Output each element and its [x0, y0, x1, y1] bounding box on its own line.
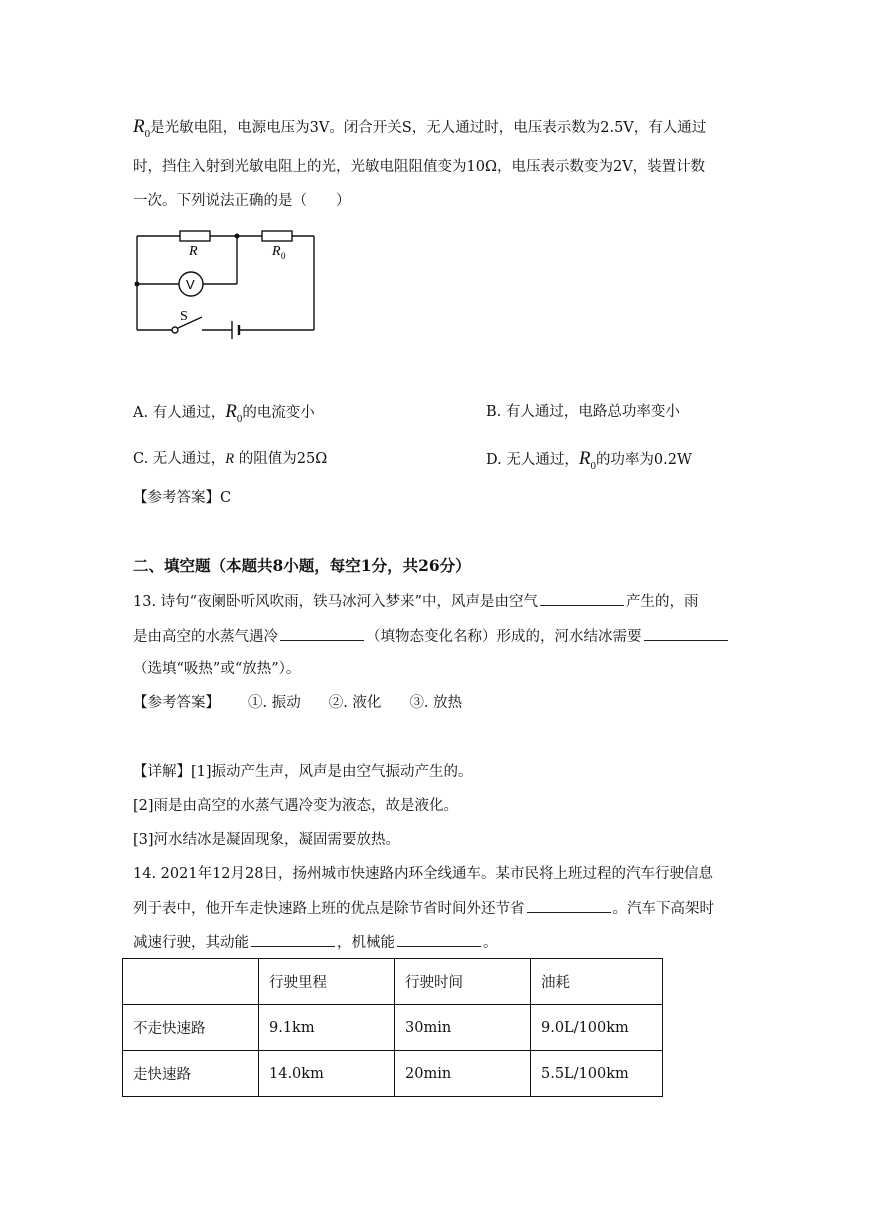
blank-1 — [540, 591, 624, 606]
q13-line2: 是由高空的水蒸气遇冷 （填物态变化名称）形成的，河水结冰需要 — [133, 626, 730, 647]
q13-explain-1: 【详解】[1]振动产生声，风声是由空气振动产生的。 — [133, 764, 473, 780]
table-row — [123, 1005, 663, 1051]
table-cell: 9.0L/100km — [531, 1005, 663, 1051]
table-cell: 行驶里程 — [259, 959, 395, 1005]
q14-line1: 14. 2021年12月28日，扬州城市快速路内环全线通车。某市民将上班过程的汽车行驶信息 — [133, 866, 713, 882]
section2-title: 二、填空题（本题共8小题，每空1分，共26分） — [133, 556, 471, 575]
label-r0: R — [272, 244, 281, 259]
table-cell: 14.0km — [259, 1051, 395, 1097]
q12-line3: 一次。下列说法正确的是（ ） — [133, 193, 351, 209]
label-s: S — [180, 309, 188, 324]
table-cell: 30min — [395, 1005, 531, 1051]
blank-5 — [251, 932, 335, 947]
option-b: B. 有人通过，电路总功率变小 — [486, 404, 680, 420]
label-v: V — [186, 277, 195, 292]
table-cell: 行驶时间 — [395, 959, 531, 1005]
circuit-diagram — [128, 224, 328, 348]
q12-answer: 【参考答案】C — [133, 490, 232, 506]
junction-dot — [235, 234, 240, 239]
table-header-row — [123, 959, 663, 1005]
q13-line3: （选填“吸热”或“放热”）。 — [133, 661, 301, 677]
option-c: C. 无人通过，R 的阻值为25Ω — [133, 451, 328, 467]
q13-answer: 【参考答案】 ①. 振动 ②. 液化 ③. 放热 — [133, 695, 463, 711]
q13-explain-3: [3]河水结冰是凝固现象，凝固需要放热。 — [133, 832, 401, 848]
blank-2 — [280, 626, 364, 641]
table-cell: 油耗 — [531, 959, 663, 1005]
switch-contact — [172, 327, 178, 333]
blank-4 — [527, 898, 611, 913]
q12-line2: 时，挡住入射到光敏电阻上的光，光敏电阻阻值变为10Ω，电压表示数变为2V，装置计数 — [133, 159, 706, 175]
table-cell: 不走快速路 — [123, 1005, 259, 1051]
resistor-r0 — [262, 231, 292, 241]
table-cell: 5.5L/100km — [531, 1051, 663, 1097]
junction-dot — [135, 282, 140, 287]
label-r: R — [189, 244, 198, 259]
resistor-r — [180, 231, 210, 241]
q13-line1: 13. 诗句“夜阑卧听风吹雨，铁马冰河入梦来”中，风声是由空气 产生的，雨 — [133, 591, 699, 612]
table-cell: 9.1km — [259, 1005, 395, 1051]
table-cell — [123, 959, 259, 1005]
table-row — [123, 1051, 663, 1097]
option-a: A. 有人通过，$R_0$的电流变小 — [133, 401, 315, 425]
table-cell: 走快速路 — [123, 1051, 259, 1097]
q12-line1: $R_0$是光敏电阻，电源电压为3V。闭合开关S，无人通过时，电压表示数为2.5V，有人通过 — [133, 116, 707, 140]
table-cell: 20min — [395, 1051, 531, 1097]
q14-line3: 减速行驶，其动能 ，机械能 。 — [133, 932, 498, 953]
blank-3 — [644, 626, 728, 641]
q14-line2: 列于表中，他开车走快速路上班的优点是除节省时间外还节省 。汽车下高架时 — [133, 898, 714, 919]
label-r0-sub: 0 — [281, 251, 286, 261]
option-d: D. 无人通过，$R_0$的功率为0.2W — [486, 448, 692, 472]
blank-6 — [397, 932, 481, 947]
r0-symbol: $R_0$ — [133, 116, 151, 140]
driving-info-table — [122, 958, 663, 1097]
q13-explain-2: [2]雨是由高空的水蒸气遇冷变为液态，故是液化。 — [133, 798, 459, 814]
